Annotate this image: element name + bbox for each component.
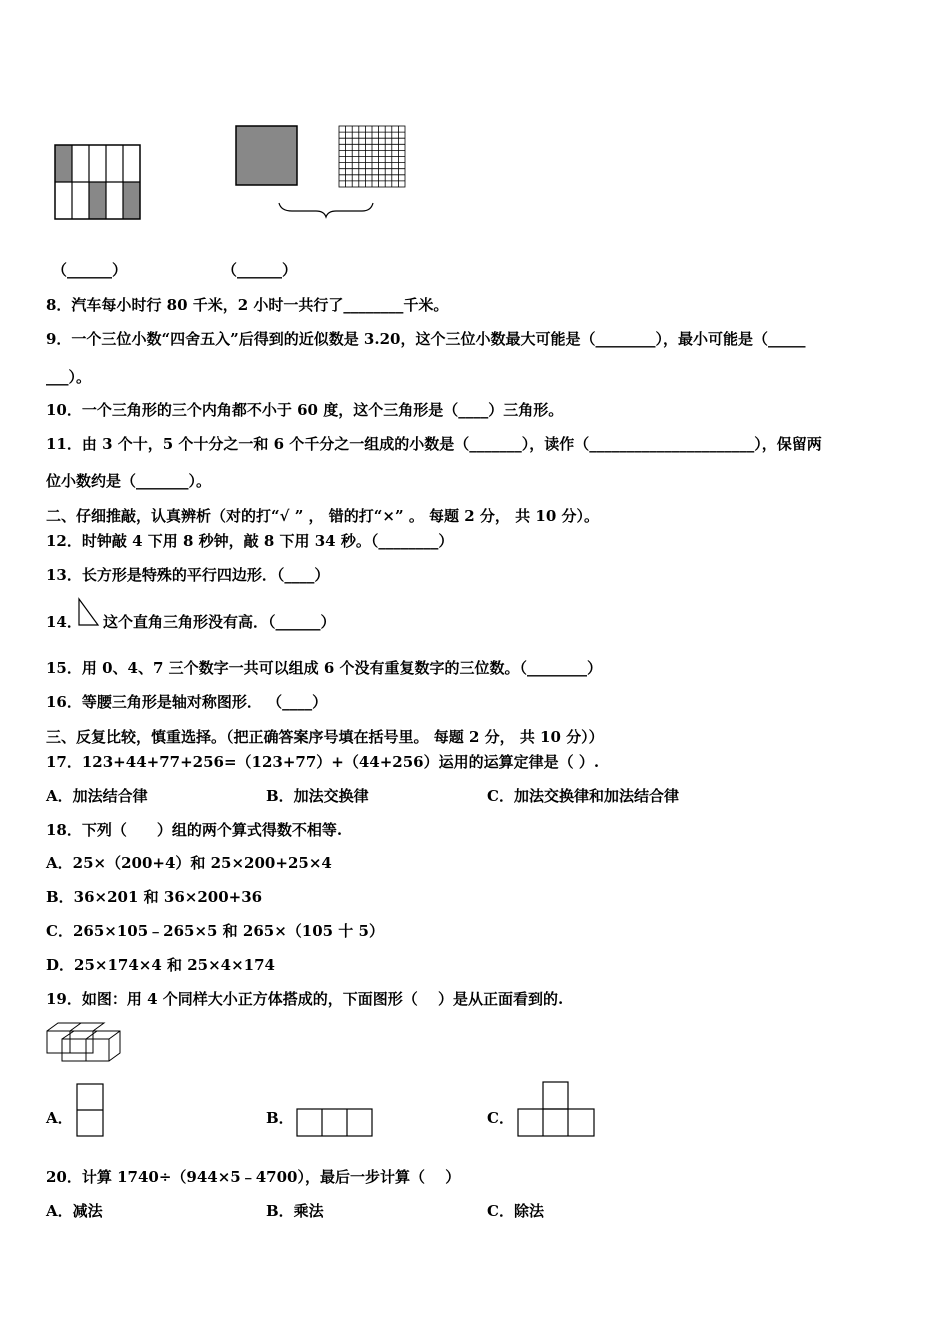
question-11-line-2: 位小数约是（_______）。 xyxy=(46,472,212,490)
question-14-text: 这个直角三角形没有高．（______） xyxy=(103,613,336,631)
q19-option-c[interactable]: C． xyxy=(487,1109,514,1127)
decimal-square-figure xyxy=(234,124,410,224)
question-16: 16．等腰三角形是轴对称图形． （____） xyxy=(46,693,328,711)
q19-option-a-figure xyxy=(76,1083,105,1138)
q20-option-a[interactable]: A．减法 xyxy=(46,1202,103,1220)
question-12: 12．时钟敲 4 下用 8 秒钟，敲 8 下用 34 秒。（________） xyxy=(46,532,454,550)
q20-option-b[interactable]: B．乘法 xyxy=(266,1202,324,1220)
figure-answer-blank-1[interactable]: （______） xyxy=(52,261,128,279)
question-15: 15．用 0、4、7 三个数字一共可以组成 6 个没有重复数字的三位数。（________） xyxy=(46,659,603,677)
q19-option-b[interactable]: B． xyxy=(266,1109,294,1127)
q17-option-c[interactable]: C．加法交换律和加法结合律 xyxy=(487,787,679,805)
q17-option-a[interactable]: A．加法结合律 xyxy=(46,787,148,805)
question-20: 20．计算 1740÷（944×5﹣4700），最后一步计算（ ） xyxy=(46,1168,461,1186)
section-3-heading: 三、反复比较，慎重选择。（把正确答案序号填在括号里。 每题 2 分， 共 10 分）） xyxy=(46,728,604,746)
q20-option-c[interactable]: C．除法 xyxy=(487,1202,544,1220)
q19-option-b-figure xyxy=(296,1108,374,1138)
right-triangle-icon xyxy=(77,597,101,627)
q18-option-a[interactable]: A．25×（200+4）和 25×200+25×4 xyxy=(46,854,332,872)
figure-answer-blank-2[interactable]: （______） xyxy=(222,261,298,279)
q17-option-b[interactable]: B．加法交换律 xyxy=(266,787,369,805)
question-11-line-1: 11．由 3 个十，5 个十分之一和 6 个千分之一组成的小数是（_______），读作（______________________），保留两 xyxy=(46,435,822,453)
question-8: 8．汽车每小时行 80 千米，2 小时一共行了________千米。 xyxy=(46,296,449,314)
question-18: 18．下列（ ）组的两个算式得数不相等. xyxy=(46,821,343,839)
question-14-number: 14． xyxy=(46,613,82,631)
q18-option-b[interactable]: B．36×201 和 36×200+36 xyxy=(46,888,263,906)
question-9-line-2: ___）。 xyxy=(46,368,92,386)
fraction-grid-figure xyxy=(54,144,142,222)
q19-option-a[interactable]: A． xyxy=(46,1109,73,1127)
question-19: 19．如图：用 4 个同样大小正方体搭成的，下面图形（ ）是从正面看到的. xyxy=(46,990,564,1008)
section-2-heading: 二、仔细推敲，认真辨析（对的打“√ ” ， 错的打“×” 。 每题 2 分， 共 10 分）。 xyxy=(46,507,599,525)
cube-stack-figure xyxy=(46,1021,121,1063)
q18-option-c[interactable]: C．265×105﹣265×5 和 265×（105 十 5） xyxy=(46,922,384,940)
question-10: 10．一个三角形的三个内角都不小于 60 度，这个三角形是（____）三角形。 xyxy=(46,401,564,419)
q19-option-c-figure xyxy=(517,1081,597,1138)
q18-option-d[interactable]: D．25×174×4 和 25×4×174 xyxy=(46,956,275,974)
question-9-line-1: 9．一个三位小数“四舍五入”后得到的近似数是 3.20，这个三位小数最大可能是（________），最小可能是（_____ xyxy=(46,330,806,348)
question-13: 13．长方形是特殊的平行四边形．（____） xyxy=(46,566,330,584)
question-17: 17．123+44+77+256=（123+77）+（44+256）运用的运算定律是（ ）. xyxy=(46,753,600,771)
